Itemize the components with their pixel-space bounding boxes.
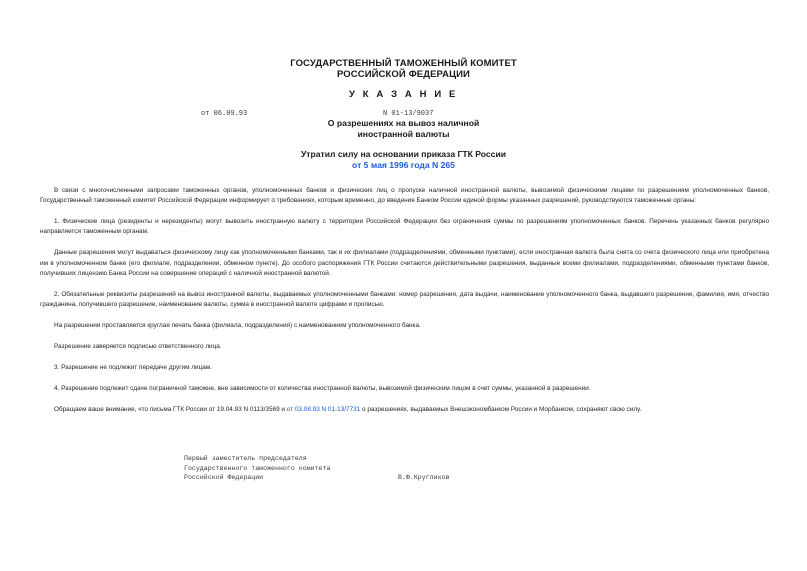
subject-line-1: О разрешениях на вывоз наличной — [327, 118, 480, 128]
paragraph-branches: Данные разрешения могут выдаваться физическому лицу как уполномоченными банками, так и их филиалами (подразделениями, обменными пунктами), если иностранная валюта была снята со счета физического лица или приобретена им в уполномоченном банке (его филиале, подразделении, обменном пункте). До особого распоряжения ГТК России считаются действительными разрешения, выданные всеми филиалами, подразделениями, обменными пунктами банков, получивших лицензию Банка России на совершение операций с наличной иностранной валютой. — [40, 249, 769, 277]
repeal-order-link[interactable]: от 5 мая 1996 года N 265 — [352, 160, 455, 170]
issuing-authority — [0, 58, 807, 80]
authority-line-2: РОССИЙСКОЙ ФЕДЕРАЦИИ — [336, 69, 470, 80]
document-number: N 01-13/9037 — [383, 110, 434, 118]
subject-line-2: иностранной валюты — [357, 129, 450, 139]
paragraph-note — [40, 405, 769, 415]
paragraph-item-3: 3. Разрешение не подлежит передаче другим лицам. — [54, 364, 212, 372]
document-subject — [0, 118, 807, 140]
signatory-title — [184, 454, 330, 483]
repeal-status-text: Утратил силу на основании приказа ГТК России — [300, 149, 507, 159]
signatory-name: В.Ф.Кругликов — [398, 474, 450, 481]
paragraph-stamp: На разрешении проставляется круглая печать банка (филиала, подразделения) с наименованием уполномоченного банка. — [54, 322, 421, 330]
signatory-title-line-1: Первый заместитель председателя — [184, 455, 307, 462]
letter-link[interactable]: от 03.08.93 N 01-13/7731 — [286, 406, 361, 414]
note-text-before: Обращаем ваше внимание, что письма ГТК России от 19.04.93 N 0113/3569 и — [54, 406, 287, 414]
paragraph-intro: В связи с многочисленными запросами таможенных органов, уполномоченных банков и физических лиц о пропуске наличной иностранной валюты, вывозимой физическими лицами по разрешениям уполномоченных банков, Государственный таможенный комитет Российской Федерации информирует о требованиях, которым временно, до введения Банком России единой формы указанных разрешений, руководствуются таможенные органы: — [40, 187, 769, 205]
signatory-title-line-2: Государственного таможенного комитета — [184, 464, 331, 472]
note-text-after: о разрешениях, выдаваемых Внешэкономбанком России и Морбанком, сохраняют свою силу. — [360, 406, 642, 414]
signatory-title-line-3: Российской Федерации — [184, 474, 264, 482]
paragraph-item-4: 4. Разрешение подлежит сдаче пограничной таможне, вне зависимости от количества иностранной валюты, вывозимой физическим лицом в счет суммы, указанной в разрешении. — [54, 385, 591, 393]
repeal-status — [0, 149, 807, 171]
document-type: У К А З А Н И Е — [349, 89, 458, 100]
document-body — [40, 186, 769, 415]
document-date: от 06.09.93 — [201, 110, 248, 118]
authority-line-1: ГОСУДАРСТВЕННЫЙ ТАМОЖЕННЫЙ КОМИТЕТ — [290, 58, 517, 69]
paragraph-item-1: 1. Физические лица (резиденты и нерезиденты) могут вывозить иностранную валюту с территории Российской Федерации без ограничения суммы по разрешениям уполномоченных банков. Перечень указанных банков регулярно направляется таможенным органам. — [40, 218, 769, 236]
paragraph-item-2: 2. Обязательные реквизиты разрешений на вывоз иностранной валюты, выдаваемых уполномоченными банками: номер разрешения, дата выдачи, наименование уполномоченного банка, выдавшего разрешение, фамилия, имя, отчество гражданина, получившего разрешение, наименование валюты, сумма в иностранной валюте цифрами и прописью. — [40, 290, 769, 309]
paragraph-signature-requirement: Разрешение заверяется подписью ответственного лица. — [54, 343, 222, 351]
